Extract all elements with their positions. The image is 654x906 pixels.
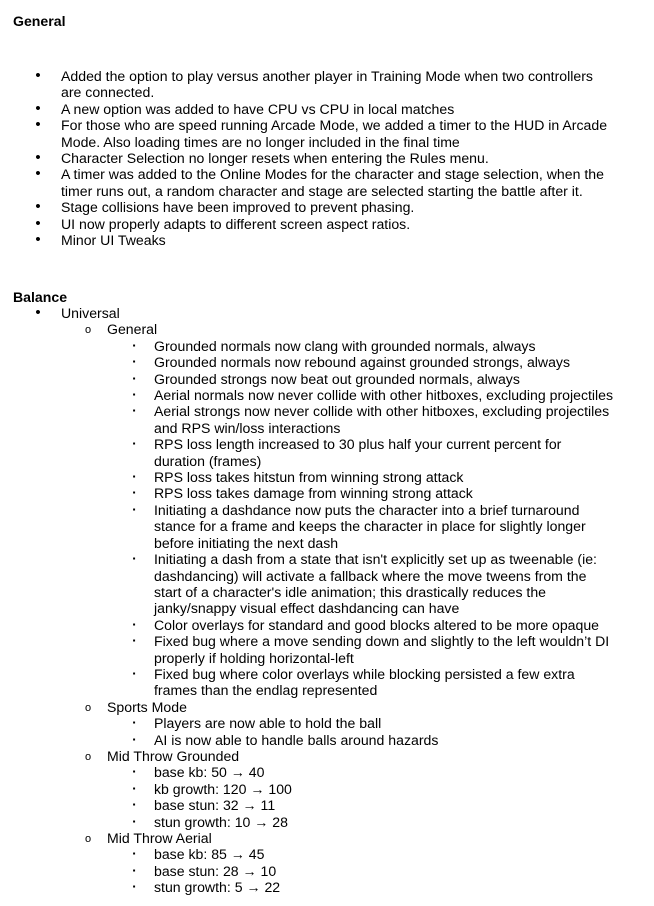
universal-sections-list: [61, 321, 654, 895]
bullet-icon: ▪: [132, 340, 136, 350]
bullet-icon: o: [84, 324, 92, 337]
list-item-text: Mode. Also loading times are no longer included in the final time: [61, 133, 460, 150]
list-item-text: base kb: 50 → 40: [154, 764, 265, 781]
bullet-icon: •: [35, 67, 41, 84]
list-item-text: Added the option to play versus another player in Training Mode when two controllers: [61, 68, 593, 84]
list-item-text: duration (frames): [154, 452, 262, 469]
list-item-text: A new option was added to have CPU vs CPU in local matches: [61, 100, 455, 117]
bullet-icon: ▪: [132, 816, 136, 826]
list-item-text: janky/snappy visual effect dashdancing can have: [154, 600, 460, 617]
bullet-icon: •: [35, 231, 41, 249]
change-item: [0, 814, 654, 830]
change-item: [0, 633, 654, 666]
list-item-text: kb growth: 120 → 100: [154, 780, 292, 797]
bullet-icon: ▪: [132, 734, 136, 744]
balance-changes-list: [0, 305, 654, 896]
section-title: Sports Mode: [107, 698, 187, 715]
balance-section: [0, 321, 654, 698]
general-list-item: [0, 232, 654, 248]
list-item-text: Minor UI Tweaks: [61, 232, 166, 249]
bullet-icon: ▪: [132, 406, 136, 416]
bullet-icon: •: [35, 198, 41, 216]
list-item-text: Aerial normals now never collide with other hitboxes, excluding projectiles: [154, 387, 614, 404]
bullet-icon: ▪: [132, 373, 136, 383]
list-item-text: A timer was added to the Online Modes for the character and stage selection, when the: [61, 166, 604, 183]
list-item-text: Aerial strongs now never collide with other hitboxes, excluding projectiles: [154, 403, 610, 420]
balance-section: [0, 748, 654, 830]
list-item-text: RPS loss takes hitstun from winning strong attack: [154, 469, 464, 486]
list-item-text: stance for a frame and keeps the character in place for slightly longer: [154, 518, 586, 535]
list-item-text: AI is now able to handle balls around hazards: [154, 731, 439, 748]
bullet-icon: ▪: [132, 439, 136, 449]
list-item-text: Color overlays for standard and good blocks altered to be more opaque: [154, 616, 600, 633]
general-list-item: [0, 101, 654, 117]
section-title: Mid Throw Aerial: [107, 830, 212, 846]
change-item: [0, 485, 654, 501]
change-item: [0, 436, 654, 469]
list-item-text: and RPS win/loss interactions: [154, 419, 341, 436]
change-item: [0, 781, 654, 797]
list-item-text: Character Selection no longer resets when entering the Rules menu.: [61, 150, 489, 167]
bullet-icon: ▪: [132, 882, 136, 892]
list-item-text: Grounded normals now clang with grounded normals, always: [154, 337, 536, 354]
change-item: [0, 371, 654, 387]
general-changes-list: [0, 68, 654, 248]
list-item-text: are connected.: [61, 84, 155, 101]
bullet-icon: ▪: [132, 849, 136, 859]
list-item-text: stun growth: 5 → 22: [154, 879, 281, 896]
list-item-text: Fixed bug where color overlays while blocking persisted a few extra: [154, 665, 575, 682]
bullet-icon: ▪: [132, 554, 136, 564]
bullet-icon: •: [35, 149, 41, 167]
section-heading-balance: Balance: [13, 289, 68, 305]
section-changes-list: [107, 846, 654, 895]
bullet-icon: ▪: [132, 636, 136, 646]
change-item: [0, 502, 654, 551]
change-item: [0, 732, 654, 748]
bullet-icon: ▪: [132, 718, 136, 728]
bullet-icon: ▪: [132, 783, 136, 793]
bullet-icon: o: [84, 750, 92, 763]
general-list-item: [0, 216, 654, 232]
general-list-item: [0, 117, 654, 150]
bullet-icon: ▪: [132, 472, 136, 482]
section-changes-list: [107, 715, 654, 748]
section-heading-general: General: [13, 13, 66, 29]
list-item-text: frames than the endlag represented: [154, 682, 378, 699]
bullet-icon: o: [84, 701, 92, 714]
list-item-text: before initiating the next dash: [154, 534, 339, 551]
list-item-text: RPS loss length increased to 30 plus half your current percent for: [154, 436, 562, 453]
bullet-icon: ▪: [132, 488, 136, 498]
change-item: [0, 863, 654, 879]
list-item-text: dashdancing) will activate a fallback where the move tweens from the: [154, 567, 587, 584]
bullet-icon: ▪: [132, 357, 136, 367]
universal-item: [0, 305, 654, 896]
bullet-icon: ▪: [132, 390, 136, 400]
list-item-text: properly if holding horizontal-left: [154, 649, 354, 666]
change-item: [0, 551, 654, 617]
list-item-text: base stun: 32 → 11: [154, 797, 276, 814]
list-item-text: Grounded strongs now beat out grounded normals, always: [154, 370, 520, 387]
general-list-item: [0, 150, 654, 166]
list-item-text: Initiating a dash from a state that isn't explicitly set up as tweenable (ie:: [154, 551, 597, 568]
change-item: [0, 469, 654, 485]
balance-section: [0, 830, 654, 896]
list-item-text: UI now properly adapts to different screen aspect ratios.: [61, 215, 411, 232]
list-item-text: Universal: [61, 305, 120, 321]
section-title: Mid Throw Grounded: [107, 747, 240, 764]
general-list-item: [0, 199, 654, 215]
section-changes-list: [107, 338, 654, 699]
section-changes-list: [107, 764, 654, 830]
change-item: [0, 403, 654, 436]
change-item: [0, 797, 654, 813]
bullet-icon: ▪: [132, 865, 136, 875]
bullet-icon: ▪: [132, 619, 136, 629]
list-item-text: base kb: 85 → 45: [154, 846, 265, 863]
bullet-icon: ▪: [132, 767, 136, 777]
bullet-icon: •: [35, 99, 41, 117]
change-item: [0, 846, 654, 862]
general-list-item: [0, 166, 654, 199]
bullet-icon: ▪: [132, 668, 136, 678]
list-item-text: Initiating a dashdance now puts the character into a brief turnaround: [154, 501, 580, 518]
general-list-item: [0, 68, 654, 101]
list-item-text: Players are now able to hold the ball: [154, 715, 382, 732]
list-item-text: timer runs out, a random character and stage are selected starting the battle after it.: [61, 182, 583, 199]
list-item-text: start of a character's idle animation; this drastically reduces the: [154, 583, 547, 600]
list-item-text: Stage collisions have been improved to prevent phasing.: [61, 199, 415, 216]
change-item: [0, 617, 654, 633]
bullet-icon: •: [35, 165, 41, 183]
bullet-icon: •: [35, 214, 41, 232]
list-item-text: For those who are speed running Arcade Mode, we added a timer to the HUD in Arcade: [61, 117, 608, 134]
change-item: [0, 879, 654, 895]
balance-section: [0, 699, 654, 748]
change-item: [0, 354, 654, 370]
section-title: General: [107, 321, 158, 338]
list-item-text: stun growth: 10 → 28: [154, 813, 288, 830]
change-item: [0, 666, 654, 699]
change-item: [0, 764, 654, 780]
change-item: [0, 387, 654, 403]
bullet-icon: •: [35, 304, 41, 321]
list-item-text: base stun: 28 → 10: [154, 862, 277, 879]
change-item: [0, 715, 654, 731]
bullet-icon: o: [84, 833, 92, 845]
bullet-icon: ▪: [132, 800, 136, 810]
change-item: [0, 338, 654, 354]
bullet-icon: •: [35, 116, 41, 134]
list-item-text: Grounded normals now rebound against grounded strongs, always: [154, 354, 571, 371]
bullet-icon: ▪: [132, 504, 136, 514]
list-item-text: Fixed bug where a move sending down and slightly to the left wouldn’t DI: [154, 633, 610, 650]
list-item-text: RPS loss takes damage from winning strong attack: [154, 485, 473, 502]
